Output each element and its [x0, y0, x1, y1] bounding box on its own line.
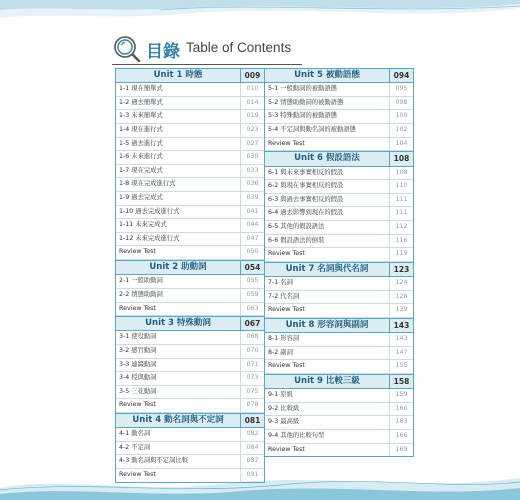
toc-entry[interactable]	[116, 110, 264, 124]
entry-page-number: 044	[246, 221, 259, 229]
entry-page-number: 047	[246, 234, 259, 242]
entry-page-number: 160	[395, 404, 408, 412]
toc-entry[interactable]	[116, 289, 264, 303]
toc-entry[interactable]	[265, 333, 413, 347]
unit-header[interactable]	[116, 413, 264, 428]
toc-entry[interactable]	[116, 455, 264, 469]
toc-entry[interactable]	[116, 206, 264, 220]
unit-page-number: 081	[244, 415, 261, 425]
entry-page-number: 087	[246, 457, 259, 465]
unit-header[interactable]	[265, 318, 413, 333]
entry-title: 7-2 代名詞	[265, 291, 390, 304]
toc-entry[interactable]	[116, 469, 264, 482]
entry-title: 1-4 現在進行式	[116, 124, 241, 137]
entry-title: 1-11 未來完成式	[116, 219, 241, 232]
entry-page-number: 078	[246, 401, 259, 409]
entry-page-number: 030	[246, 153, 259, 161]
unit-title: Unit 5 被動語態	[265, 69, 390, 82]
entry-title: 9-1 原級	[265, 389, 390, 402]
toc-entry[interactable]	[116, 359, 264, 373]
toc-entry[interactable]	[265, 180, 413, 194]
toc-entry[interactable]	[265, 389, 413, 403]
entry-page-number: 070	[246, 346, 259, 354]
entry-title: Review Test	[265, 304, 390, 317]
unit-header[interactable]	[116, 260, 264, 275]
entry-page-number: 084	[246, 443, 259, 451]
entry-page-number: 102	[395, 126, 408, 134]
unit-title: Unit 8 形容詞與副詞	[265, 319, 390, 332]
entry-title: 6-3 與過去事實相反的假設	[265, 194, 390, 207]
entry-title: Review Test	[116, 399, 241, 412]
toc-entry[interactable]	[265, 416, 413, 430]
entry-title: 1-5 過去進行式	[116, 138, 241, 151]
toc-right-column	[264, 68, 414, 457]
entry-page-number: 166	[395, 431, 408, 439]
entry-title: Review Test	[116, 303, 241, 316]
entry-title: 4-3 動名詞與不定詞比較	[116, 455, 241, 468]
toc-entry[interactable]	[265, 304, 413, 318]
toc-entry[interactable]	[265, 347, 413, 361]
toc-entry[interactable]	[265, 138, 413, 152]
entry-title: 7-1 名詞	[265, 277, 390, 290]
entry-title: 1-3 未來簡單式	[116, 110, 241, 123]
entry-page-number: 155	[395, 362, 408, 370]
entry-page-number: 108	[395, 168, 408, 176]
entry-page-number: 059	[246, 290, 259, 298]
entry-page-number: 073	[246, 374, 259, 382]
toc-entry[interactable]	[116, 83, 264, 97]
unit-page-number: 143	[393, 320, 410, 330]
entry-page-number: 033	[246, 166, 259, 174]
toc-entry[interactable]	[116, 246, 264, 260]
entry-title: 9-2 比較級	[265, 403, 390, 416]
entry-title: 3-4 授與動詞	[116, 372, 241, 385]
entry-title: 9-3 最高級	[265, 416, 390, 429]
entry-page-number: 068	[246, 333, 259, 341]
unit-title: Unit 4 動名詞與不定詞	[116, 414, 241, 427]
toc-entry[interactable]	[265, 110, 413, 124]
entry-title: Review Test	[265, 360, 390, 373]
entry-title: 8-1 形容詞	[265, 333, 390, 346]
entry-title: 1-8 現在完成進行式	[116, 178, 241, 191]
entry-page-number: 019	[246, 112, 259, 120]
page-title-chinese: 目錄	[146, 42, 180, 62]
toc-entry[interactable]	[116, 138, 264, 152]
entry-title: Review Test	[265, 248, 390, 261]
entry-title: 6-6 假設語法的倒裝	[265, 235, 390, 248]
toc-entry[interactable]	[265, 291, 413, 305]
toc-entry[interactable]	[116, 165, 264, 179]
unit-page-number: 123	[393, 264, 410, 274]
entry-page-number: 014	[246, 98, 259, 106]
unit-page-number: 054	[244, 263, 261, 273]
entry-page-number: 119	[395, 250, 408, 258]
entry-page-number: 010	[246, 85, 259, 93]
entry-page-number: 159	[395, 391, 408, 399]
toc-entry[interactable]	[116, 97, 264, 111]
unit-title: Unit 6 假設語法	[265, 152, 390, 165]
toc-entry[interactable]	[116, 386, 264, 400]
toc-entry[interactable]	[265, 403, 413, 417]
entry-page-number: 071	[246, 360, 259, 368]
entry-page-number: 111	[395, 209, 408, 217]
entry-page-number: 116	[395, 236, 408, 244]
toc-entry[interactable]	[265, 207, 413, 221]
toc-entry[interactable]	[265, 83, 413, 97]
toc-entry[interactable]	[265, 277, 413, 291]
toc-entry[interactable]	[265, 430, 413, 444]
entry-title: 4-2 不定詞	[116, 442, 241, 455]
entry-page-number: 063	[246, 304, 259, 312]
unit-header[interactable]	[265, 262, 413, 277]
toc-entry[interactable]	[265, 248, 413, 262]
unit-header[interactable]	[265, 69, 413, 83]
unit-page-number: 067	[244, 319, 261, 329]
unit-header[interactable]	[116, 69, 264, 83]
title-underline	[112, 64, 302, 65]
entry-title: 1-7 現在完成式	[116, 165, 241, 178]
entry-title: 3-2 感官動詞	[116, 345, 241, 358]
entry-title: 3-5 三花動詞	[116, 386, 241, 399]
unit-title: Unit 1 時態	[116, 69, 241, 82]
magnifier-icon	[112, 34, 142, 64]
entry-title: 6-1 與未來事實相反的假設	[265, 167, 390, 180]
toc-entry[interactable]	[116, 399, 264, 413]
entry-page-number: 095	[395, 85, 408, 93]
entry-title: 6-4 過去影響到現在的假設	[265, 207, 390, 220]
unit-page-number: 108	[393, 154, 410, 164]
toc-entry[interactable]	[265, 235, 413, 249]
entry-title: 5-3 特殊動詞的被動語態	[265, 110, 390, 123]
entry-page-number: 039	[246, 194, 259, 202]
unit-page-number: 158	[393, 376, 410, 386]
entry-title: 1-2 過去簡單式	[116, 97, 241, 110]
entry-page-number: 027	[246, 139, 259, 147]
unit-title: Unit 9 比較三級	[265, 375, 390, 388]
toc-entry[interactable]	[116, 345, 264, 359]
entry-title: 6-5 其他的假設語法	[265, 221, 390, 234]
toc-entry[interactable]	[265, 167, 413, 181]
entry-page-number: 143	[395, 335, 408, 343]
entry-page-number: 139	[395, 306, 408, 314]
entry-title: 3-1 使役動詞	[116, 331, 241, 344]
entry-page-number: 128	[395, 292, 408, 300]
unit-page-number: 009	[244, 71, 261, 80]
unit-header[interactable]	[116, 316, 264, 331]
toc-entry[interactable]	[116, 275, 264, 289]
entry-title: 1-6 未來進行式	[116, 151, 241, 164]
entry-page-number: 050	[246, 248, 259, 256]
entry-page-number: 091	[246, 471, 259, 479]
entry-page-number: 163	[395, 418, 408, 426]
entry-title: 3-3 連綴動詞	[116, 359, 241, 372]
toc-entry[interactable]	[116, 331, 264, 345]
entry-title: 2-1 一般助動詞	[116, 275, 241, 288]
entry-page-number: 098	[395, 98, 408, 106]
entry-page-number: 100	[395, 112, 408, 120]
toc-entry[interactable]	[116, 233, 264, 247]
toc-entry[interactable]	[116, 428, 264, 442]
unit-header[interactable]	[265, 151, 413, 166]
unit-page-number: 094	[393, 71, 410, 80]
toc-entry[interactable]	[265, 221, 413, 235]
entry-title: Review Test	[116, 246, 241, 259]
entry-title: 5-2 情態助動詞的被動語態	[265, 97, 390, 110]
unit-title: Unit 2 助動詞	[116, 261, 241, 274]
entry-title: 5-1 一般動詞的被動語態	[265, 83, 390, 96]
entry-page-number: 124	[395, 279, 408, 287]
toc-entry[interactable]	[265, 194, 413, 208]
entry-title: 8-2 副詞	[265, 347, 390, 360]
unit-header[interactable]	[265, 374, 413, 389]
entry-page-number: 075	[246, 387, 259, 395]
toc-entry[interactable]	[116, 303, 264, 317]
entry-title: 6-2 與現在事實相反的假設	[265, 180, 390, 193]
toc-entry[interactable]	[116, 151, 264, 165]
entry-page-number: 104	[395, 139, 408, 147]
entry-page-number: 169	[395, 445, 408, 453]
toc-entry[interactable]	[116, 442, 264, 456]
toc-entry[interactable]	[116, 192, 264, 206]
entry-page-number: 147	[395, 348, 408, 356]
entry-title: 1-9 過去完成式	[116, 192, 241, 205]
toc-entry[interactable]	[116, 219, 264, 233]
toc-entry[interactable]	[265, 360, 413, 374]
entry-page-number: 041	[246, 207, 259, 215]
toc-entry[interactable]	[116, 372, 264, 386]
unit-title: Unit 7 名詞與代名詞	[265, 263, 390, 276]
toc-entry[interactable]	[116, 178, 264, 192]
top-wave-decoration	[0, 0, 520, 30]
entry-title: Review Test	[116, 469, 241, 482]
entry-page-number: 110	[395, 182, 408, 190]
entry-page-number: 082	[246, 430, 259, 438]
toc-entry[interactable]	[116, 124, 264, 138]
toc-entry[interactable]	[265, 124, 413, 138]
entry-page-number: 036	[246, 180, 259, 188]
entry-title: 1-1 現在簡單式	[116, 83, 241, 96]
entry-page-number: 023	[246, 126, 259, 134]
unit-title: Unit 3 特殊動詞	[116, 317, 241, 330]
toc-entry[interactable]	[265, 444, 413, 457]
entry-page-number: 112	[395, 222, 408, 230]
page-title-english: Table of Contents	[186, 40, 292, 55]
entry-page-number: 055	[246, 277, 259, 285]
entry-page-number: 111	[395, 195, 408, 203]
entry-title: 5-4 不定詞與動名詞的被動語態	[265, 124, 390, 137]
toc-entry[interactable]	[265, 97, 413, 111]
entry-title: 4-1 動名詞	[116, 428, 241, 441]
entry-title: Review Test	[265, 444, 390, 457]
entry-title: Review Test	[265, 138, 390, 151]
entry-title: 9-4 其他的比較句型	[265, 430, 390, 443]
entry-title: 2-2 情態助動詞	[116, 289, 241, 302]
toc-header	[112, 34, 312, 64]
entry-title: 1-10 過去完成進行式	[116, 206, 241, 219]
toc-left-column	[115, 68, 265, 483]
entry-title: 1-12 未來完成進行式	[116, 233, 241, 246]
